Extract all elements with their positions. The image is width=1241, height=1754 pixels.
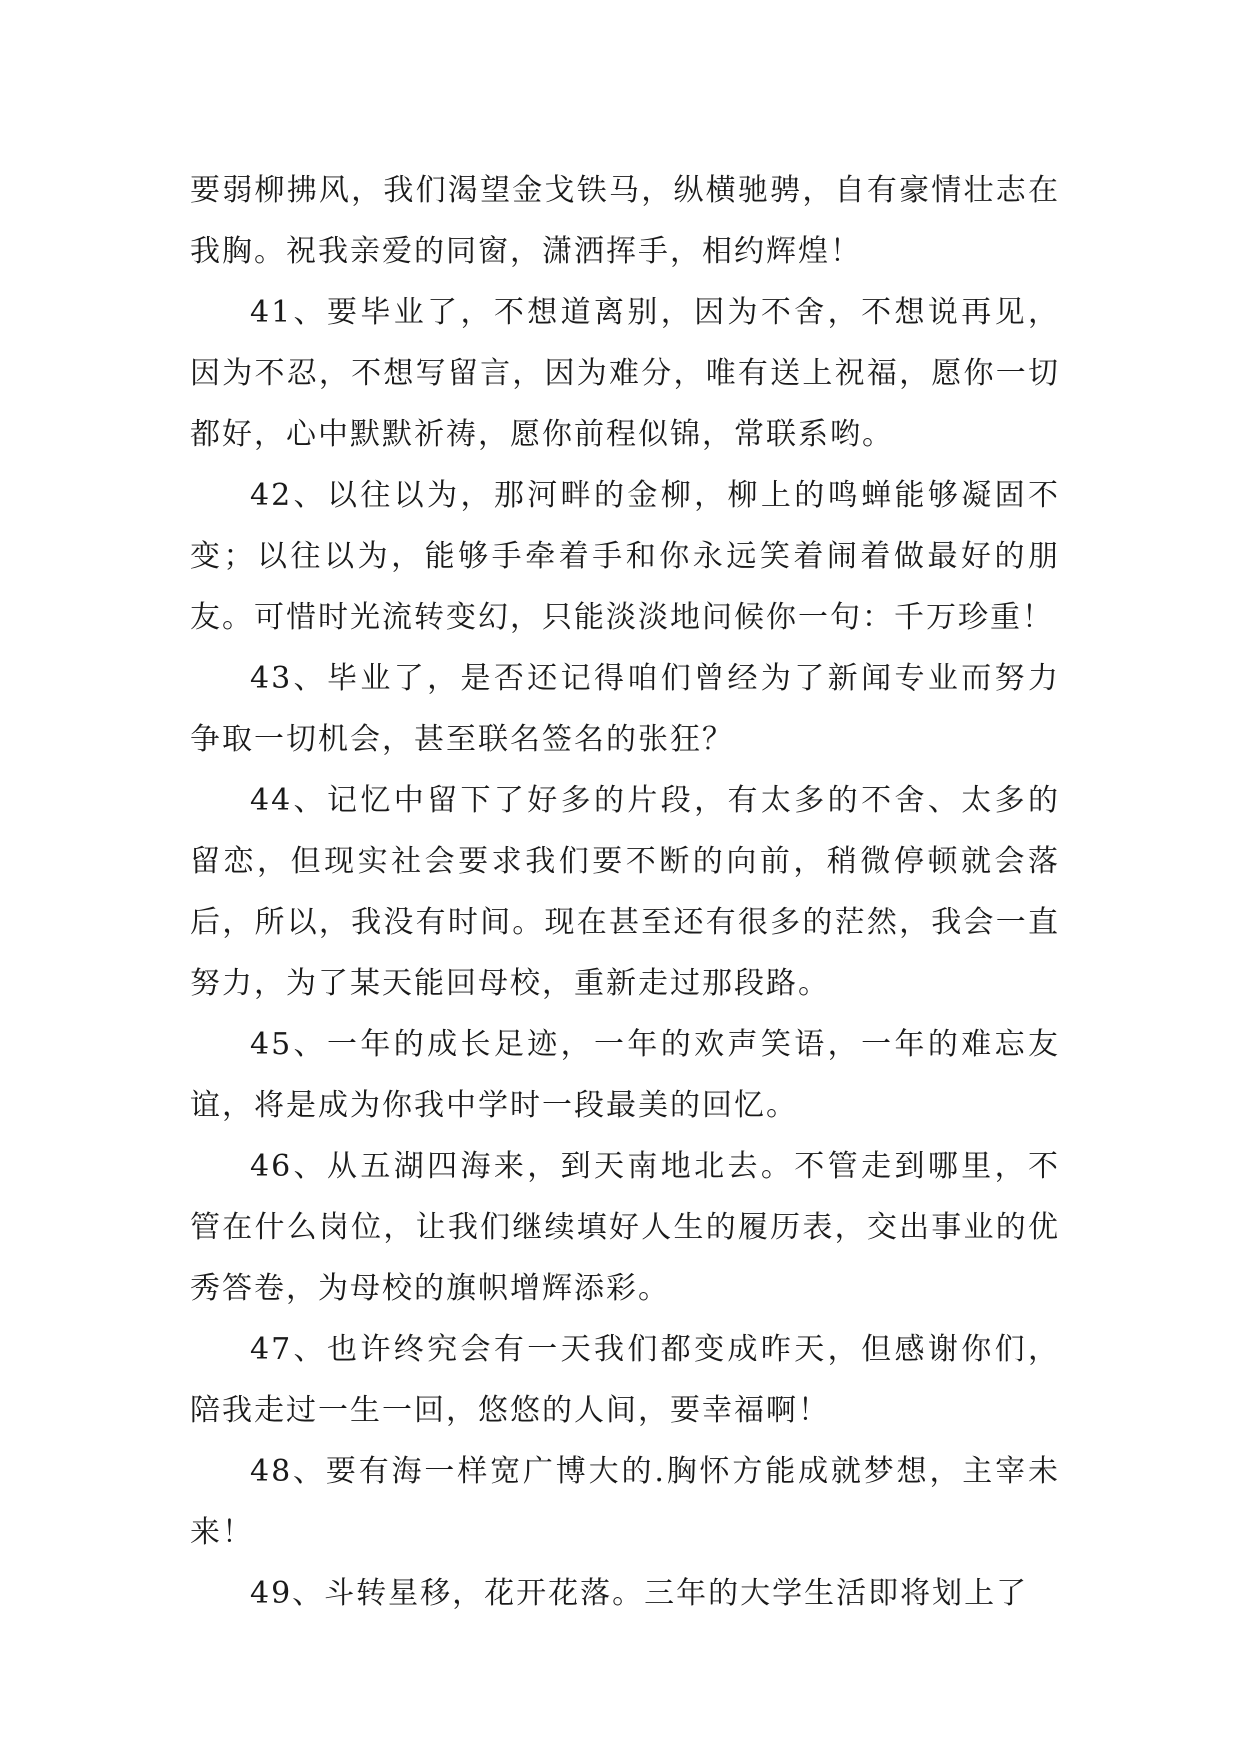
document-body [190, 160, 1060, 1624]
paragraph-49: 49、斗转星移，花开花落。三年的大学生活即将划上了 [250, 1576, 1029, 1611]
paragraph-47: 47、也许终究会有一天我们都变成昨天，但感谢你们，陪我走过一生一回，悠悠的人间，要幸福啊！ [190, 1332, 1060, 1428]
paragraph-42: 42、以往以为，那河畔的金柳，柳上的鸣蝉能够凝固不变；以往以为，能够手牵着手和你永远笑着闹着做最好的朋友。可惜时光流转变幻，只能淡淡地问候你一句：千万珍重！ [190, 478, 1060, 635]
paragraph-43: 43、毕业了，是否还记得咱们曾经为了新闻专业而努力争取一切机会，甚至联名签名的张狂？ [190, 661, 1060, 757]
paragraph-46: 46、从五湖四海来，到天南地北去。不管走到哪里，不管在什么岗位，让我们继续填好人生的履历表，交出事业的优秀答卷，为母校的旗帜增辉添彩。 [190, 1149, 1060, 1306]
paragraph-continuation: 要弱柳拂风，我们渴望金戈铁马，纵横驰骋，自有豪情壮志在我胸。祝我亲爱的同窗，潇洒挥手，相约辉煌！ [190, 173, 1060, 269]
paragraph-41: 41、要毕业了，不想道离别，因为不舍，不想说再见，因为不忍，不想写留言，因为难分，唯有送上祝福，愿你一切都好，心中默默祈祷，愿你前程似锦，常联系哟。 [190, 295, 1060, 452]
paragraph-44: 44、记忆中留下了好多的片段，有太多的不舍、太多的留恋，但现实社会要求我们要不断的向前，稍微停顿就会落后，所以，我没有时间。现在甚至还有很多的茫然，我会一直努力，为了某天能回母校，重新走过那段路。 [190, 783, 1060, 1001]
paragraph-48: 48、要有海一样宽广博大的.胸怀方能成就梦想，主宰未来！ [190, 1454, 1060, 1550]
paragraph-45: 45、一年的成长足迹，一年的欢声笑语，一年的难忘友谊，将是成为你我中学时一段最美的回忆。 [190, 1027, 1060, 1123]
